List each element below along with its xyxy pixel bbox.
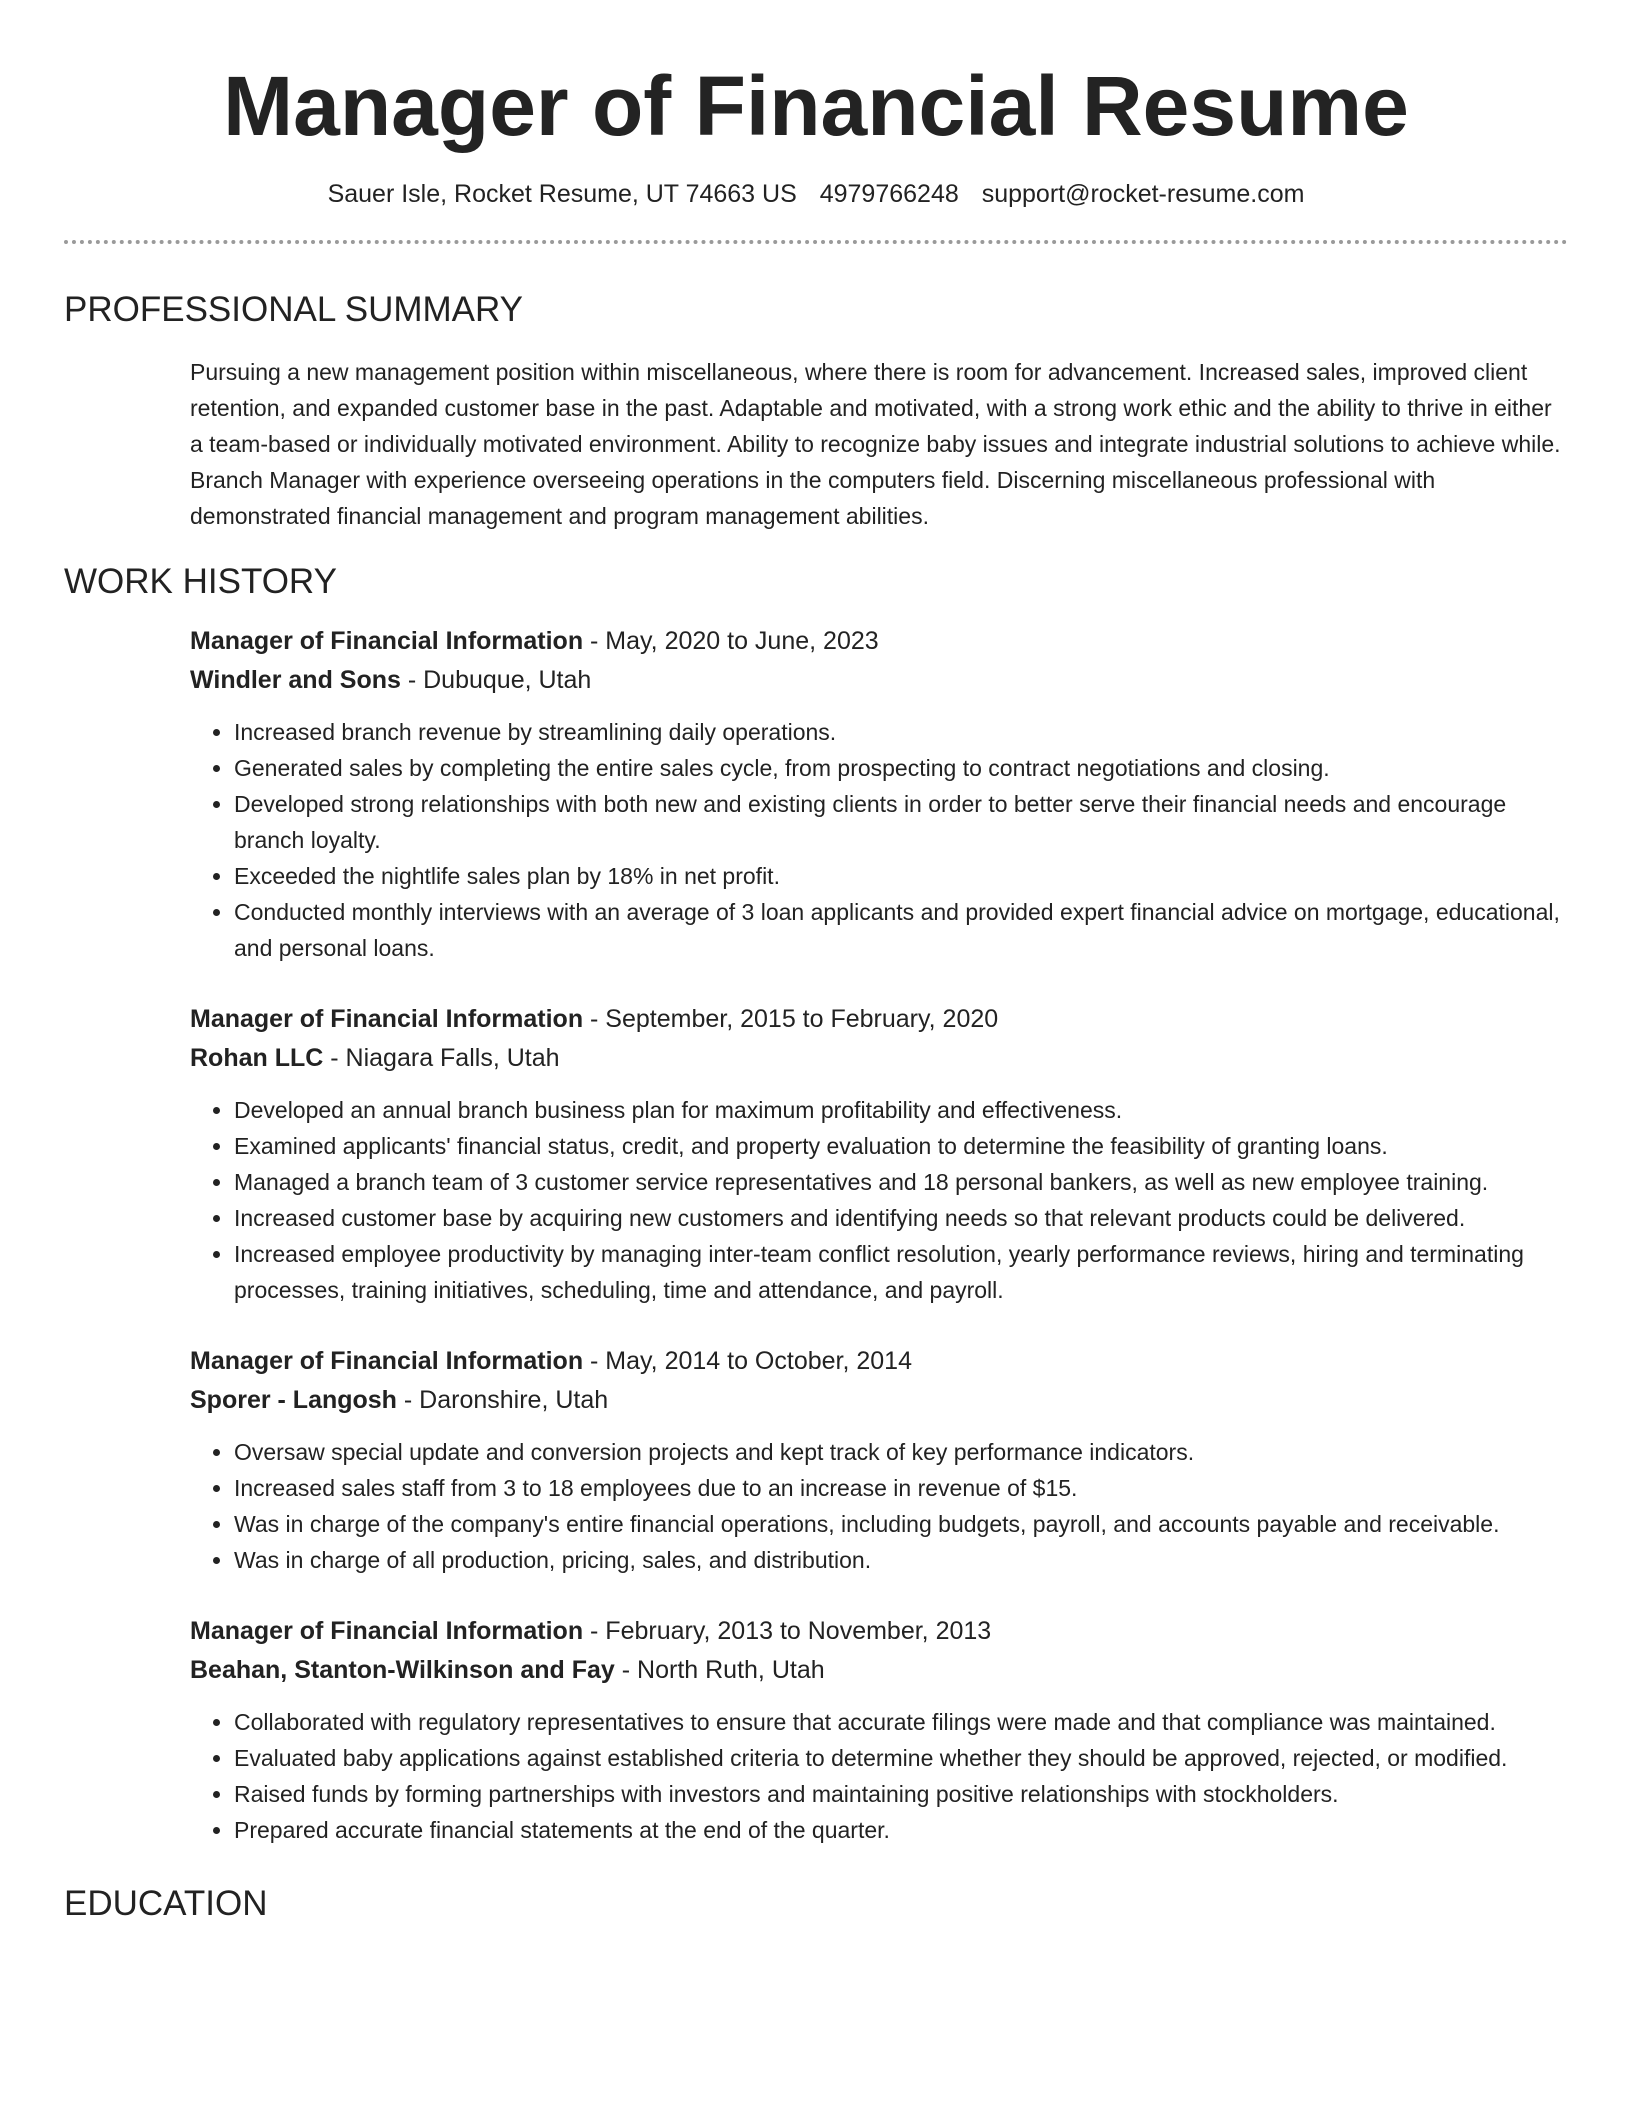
job-bullet: • Evaluated baby applications against established criteria to determine whether they should be approved, rejected, or modified. <box>234 1740 1568 1776</box>
job-location: - Dubuque, Utah <box>400 666 592 694</box>
job-title-line <box>190 1342 1568 1381</box>
job-entry <box>190 622 1568 966</box>
job-location: - Daronshire, Utah <box>396 1386 609 1414</box>
job-bullet: • Generated sales by completing the entire sales cycle, from prospecting to contract negotiations and closing. <box>234 750 1568 786</box>
job-bullet: • Increased employee productivity by managing inter-team conflict resolution, yearly performance reviews, hiring and terminating processes, training initiatives, scheduling, time and attendance, and payroll. <box>234 1236 1568 1308</box>
job-company-line <box>190 661 1568 700</box>
job-bullet: • Increased customer base by acquiring new customers and identifying needs so that relevant products could be delivered. <box>234 1200 1568 1236</box>
job-bullets <box>190 1704 1568 1848</box>
job-bullet: • Collaborated with regulatory representatives to ensure that accurate filings were made and that compliance was maintained. <box>234 1704 1568 1740</box>
job-bullet: • Examined applicants' financial status, credit, and property evaluation to determine the feasibility of granting loans. <box>234 1128 1568 1164</box>
job-title-line <box>190 1000 1568 1039</box>
job-dates: - May, 2020 to June, 2023 <box>583 627 879 655</box>
job-entry <box>190 1342 1568 1578</box>
job-title-line <box>190 1612 1568 1651</box>
contact-phone: 4979766248 <box>819 180 959 208</box>
job-bullet: • Developed strong relationships with both new and existing clients in order to better serve their financial needs and encourage branch loyalty. <box>234 786 1568 858</box>
resume-page <box>64 0 1568 1926</box>
job-bullet: • Managed a branch team of 3 customer service representatives and 18 personal bankers, as well as new employee training. <box>234 1164 1568 1200</box>
job-title: Manager of Financial Information <box>190 1347 584 1375</box>
job-company-line <box>190 1039 1568 1078</box>
job-bullet: • Conducted monthly interviews with an average of 3 loan applicants and provided expert financial advice on mortgage, educational, and personal loans. <box>234 894 1568 966</box>
job-company: Beahan, Stanton-Wilkinson and Fay <box>190 1656 615 1684</box>
job-bullet: • Increased sales staff from 3 to 18 employees due to an increase in revenue of $15. <box>234 1470 1568 1506</box>
job-bullet: • Oversaw special update and conversion projects and kept track of key performance indicators. <box>234 1434 1568 1470</box>
job-entry <box>190 1612 1568 1848</box>
header-divider <box>64 240 1568 244</box>
job-title: Manager of Financial Information <box>190 627 584 655</box>
resume-title: Manager of Financial Resume <box>223 59 1409 153</box>
job-title: Manager of Financial Information <box>190 1617 584 1645</box>
contact-line <box>64 178 1568 210</box>
job-bullet: • Raised funds by forming partnerships with investors and maintaining positive relationships with stockholders. <box>234 1776 1568 1812</box>
job-bullet: • Was in charge of the company's entire financial operations, including budgets, payroll, and accounts payable and receivable. <box>234 1506 1568 1542</box>
job-company-line <box>190 1651 1568 1690</box>
job-bullet: • Was in charge of all production, pricing, sales, and distribution. <box>234 1542 1568 1578</box>
job-bullet: • Increased branch revenue by streamlining daily operations. <box>234 714 1568 750</box>
job-bullets <box>190 1434 1568 1578</box>
summary-text: Pursuing a new management position within miscellaneous, where there is room for advancement. Increased sales, improved client retention, and expanded customer base in the past. Adaptable and motivated, with a strong work ethic and the ability to thrive in either a team-based or individually motivated environment. Ability to recognize baby issues and integrate industrial solutions to achieve while. Branch Manager with experience overseeing operations in the computers field. Discerning miscellaneous professional with demonstrated financial management and program management abilities. <box>190 359 1561 529</box>
job-company: Sporer - Langosh <box>190 1386 397 1414</box>
job-bullets <box>190 714 1568 966</box>
job-company-line <box>190 1381 1568 1420</box>
job-dates: - September, 2015 to February, 2020 <box>583 1005 999 1033</box>
job-location: - North Ruth, Utah <box>614 1656 825 1684</box>
job-dates: - May, 2014 to October, 2014 <box>583 1347 912 1375</box>
job-entry <box>190 1000 1568 1308</box>
work-history-heading: WORK HISTORY <box>64 562 337 601</box>
job-bullet: • Exceeded the nightlife sales plan by 18% in net profit. <box>234 858 1568 894</box>
job-company: Rohan LLC <box>190 1044 324 1072</box>
work-history-list <box>190 622 1568 1848</box>
job-bullet: • Prepared accurate financial statements at the end of the quarter. <box>234 1812 1568 1848</box>
contact-email: support@rocket-resume.com <box>981 180 1305 208</box>
job-location: - Niagara Falls, Utah <box>323 1044 560 1072</box>
job-bullet: • Developed an annual branch business plan for maximum profitability and effectiveness. <box>234 1092 1568 1128</box>
contact-address: Sauer Isle, Rocket Resume, UT 74663 US <box>327 180 797 208</box>
job-company: Windler and Sons <box>190 666 401 694</box>
job-bullets <box>190 1092 1568 1308</box>
job-title: Manager of Financial Information <box>190 1005 584 1033</box>
summary-heading: PROFESSIONAL SUMMARY <box>64 290 523 329</box>
job-title-line <box>190 622 1568 661</box>
job-dates: - February, 2013 to November, 2013 <box>583 1617 992 1645</box>
education-heading: EDUCATION <box>64 1884 268 1923</box>
